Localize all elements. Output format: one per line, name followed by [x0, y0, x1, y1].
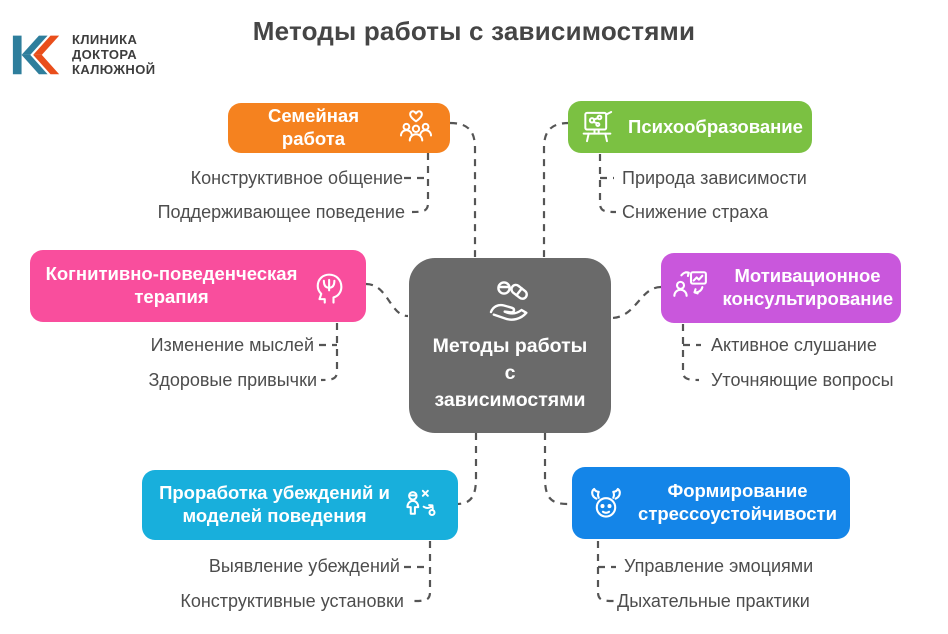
branch-cbt-label: Когнитивно-поведенческая терапия — [45, 263, 298, 307]
branch-motivational-counseling-label: Мотивационное консультирование — [722, 265, 894, 309]
link-beliefs-children — [404, 541, 430, 601]
sub-item-emotion-management: Управление эмоциями — [624, 556, 814, 576]
family-heart-icon — [396, 108, 436, 148]
branch-stress-resilience — [572, 467, 850, 539]
central-node-label-line1: Методы работы — [432, 335, 588, 358]
head-psi-icon — [309, 265, 351, 307]
link-center-stress — [545, 433, 568, 504]
stressed-face-icon — [585, 482, 627, 524]
sub-item-fear-reduction: Снижение страха — [622, 202, 769, 222]
branch-psychoeducation-label: Психообразование — [628, 115, 803, 137]
link-psychoeducation-children — [600, 154, 616, 212]
link-cbt-children — [319, 323, 337, 380]
branch-motivational-counseling — [661, 253, 901, 323]
sub-item-breathing-practices: Дыхательные практики — [617, 591, 810, 611]
link-motivation-center — [611, 287, 661, 318]
central-node-label-line2: с — [504, 362, 516, 385]
link-psychoeducation-center — [544, 123, 569, 257]
link-cbt-center — [366, 284, 408, 316]
branch-beliefs-work-label: Проработка убеждений и моделей поведения — [159, 482, 390, 526]
strategy-person-icon — [402, 485, 442, 525]
central-node — [409, 258, 611, 433]
branch-beliefs-work — [142, 470, 458, 540]
link-family-center — [450, 123, 475, 257]
sub-item-constructive-attitudes: Конструктивные установки — [180, 591, 404, 611]
sub-item-identifying-beliefs: Выявление убеждений — [208, 556, 400, 576]
branch-cbt — [30, 250, 366, 322]
link-family-children — [404, 153, 428, 212]
clinic-name-line1: КЛИНИКА — [72, 32, 138, 48]
branch-stress-resilience-label: Формирование стрессоустойчивости — [638, 480, 837, 524]
sub-item-nature-of-addiction: Природа зависимости — [622, 168, 807, 188]
clinic-name-line3: КАЛЮЖНОЙ — [72, 61, 156, 77]
branch-family-work — [228, 103, 450, 153]
hand-with-pills-icon — [481, 277, 539, 327]
page-title: Методы работы с зависимостями — [252, 16, 696, 46]
sub-item-constructive-communication: Конструктивное общение — [190, 168, 403, 188]
sub-item-active-listening: Активное слушание — [711, 335, 877, 355]
central-node-label-line3: зависимостями — [434, 388, 586, 411]
sub-item-thought-change: Изменение мыслей — [150, 335, 314, 355]
sub-item-clarifying-questions: Уточняющие вопросы — [711, 370, 894, 390]
chalkboard-lesson-icon — [577, 107, 617, 147]
dialog-person-icon — [670, 267, 712, 309]
link-motivation-children — [683, 324, 701, 380]
link-center-beliefs — [456, 433, 476, 504]
sub-item-supportive-behavior: Поддерживающее поведение — [157, 202, 405, 222]
branch-psychoeducation — [568, 101, 812, 153]
sub-item-healthy-habits: Здоровые привычки — [148, 370, 317, 390]
branch-family-work-label: Семейная работа — [267, 105, 359, 149]
clinic-name-line2: ДОКТОРА — [72, 47, 138, 63]
link-stress-children — [598, 541, 616, 601]
